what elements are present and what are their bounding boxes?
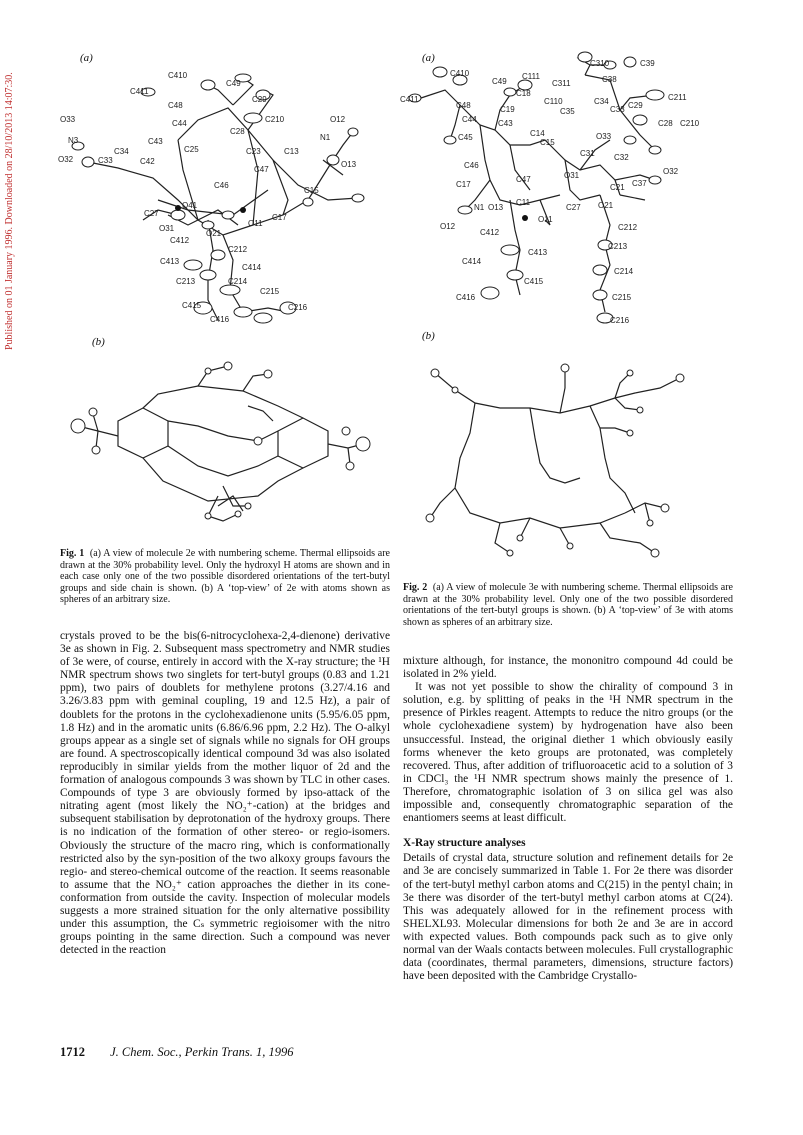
atom-label: C46: [214, 181, 229, 190]
atom-label: C49: [226, 79, 241, 88]
atom-label: C11: [516, 198, 531, 207]
atom-label: C37: [632, 179, 647, 188]
figure-2a-drawing: [400, 50, 730, 330]
atom-label: O31: [564, 171, 580, 180]
atom-label: C211: [668, 93, 687, 102]
atom-label: C216: [288, 303, 308, 312]
body-paragraph: Details of crystal data, structure solution and refinement details for 2e and 3e are concisely summarized in Table 1. For 2e there was disorder of the tert-butyl methyl carbon atoms and C(215) in the pentyl chain; in 3e there was disorder of the tert-butyl methyl carbon atoms at C(24). This was adequately allowed for in the refinement process with SHELXL93. Molecular dimensions for both 2e and 3e are in accord with expected values. Both compounds pack such as to give only normal van der Waals contacts between molecules. Full crystallographic data (coordinates, thermal parameters, dimensions, structure factors) have been deposited with the Cambridge Crystallo-: [403, 852, 733, 983]
atom-label: O32: [663, 167, 679, 176]
atom-label: C410: [450, 69, 470, 78]
atom-label: O11: [538, 215, 553, 224]
atom-label: C15: [304, 186, 319, 195]
atom-label: C43: [148, 137, 163, 146]
figure-1a: [58, 50, 388, 330]
atom-label: C42: [140, 157, 155, 166]
figure-2b-label: (b): [422, 330, 435, 342]
atom-label: C17: [456, 180, 471, 189]
atom-label: C212: [228, 245, 248, 254]
atom-label: C216: [610, 316, 630, 325]
atom-label: C34: [594, 97, 609, 106]
atom-label: O21: [206, 229, 222, 238]
figure-1a-label: (a): [80, 52, 93, 64]
atom-label: C33: [610, 105, 625, 114]
atom-label: C413: [160, 257, 180, 266]
atom-label: C29: [628, 101, 643, 110]
atom-label: C210: [680, 119, 700, 128]
journal-citation: J. Chem. Soc., Perkin Trans. 1, 1996: [110, 1045, 294, 1059]
atom-label: C29: [252, 95, 267, 104]
atom-label: C31: [580, 149, 595, 158]
atom-label: C27: [566, 203, 581, 212]
atom-label: C44: [462, 115, 477, 124]
atom-label: C28: [230, 127, 245, 136]
atom-label: C215: [260, 287, 280, 296]
atom-label: C17: [272, 213, 287, 222]
atom-label: C412: [480, 228, 500, 237]
atom-label: C15: [540, 138, 555, 147]
figure-2b-drawing: [400, 328, 730, 583]
download-notice: Published on 01 January 1996. Downloaded on 28/10/2013 14:07:30.: [4, 72, 15, 350]
atom-label: C410: [168, 71, 188, 80]
atom-label: N3: [68, 136, 79, 145]
atom-label: C47: [254, 165, 269, 174]
atom-label: C411: [400, 95, 419, 104]
atom-label: O33: [596, 132, 612, 141]
atom-label: C215: [612, 293, 632, 302]
atom-label: C210: [265, 115, 285, 124]
atom-label: C35: [560, 107, 575, 116]
atom-label: C33: [98, 156, 113, 165]
atom-label: O11: [248, 219, 263, 228]
atom-label: C416: [210, 315, 230, 324]
atom-label: C39: [640, 59, 655, 68]
figure-2-caption: [403, 582, 733, 628]
page-footer: [60, 1045, 293, 1060]
atom-label: C414: [462, 257, 482, 266]
atom-label: O13: [488, 203, 504, 212]
atom-label: C412: [170, 236, 190, 245]
atom-label: C46: [464, 161, 479, 170]
atom-label: C34: [114, 147, 129, 156]
atom-label: C43: [498, 119, 513, 128]
atom-label: O12: [440, 222, 456, 231]
figure-1b: [58, 336, 388, 546]
atom-label: C415: [182, 301, 202, 310]
figure-2a: [400, 50, 730, 330]
figure-2a-label: (a): [422, 52, 435, 64]
right-column: [403, 655, 733, 983]
figure-1b-label: (b): [92, 336, 105, 348]
atom-label: O21: [598, 201, 614, 210]
atom-label: O41: [182, 201, 198, 210]
page-number: 1712: [60, 1045, 85, 1059]
atom-label: C32: [614, 153, 629, 162]
atom-label: C38: [602, 75, 617, 84]
caption-text: (a) A view of molecule 3e with numbering scheme. Thermal ellipsoids are drawn at the 30% probability level. Only one of the two possible disordered orientations of the tert-butyl groups is shown. (b) A ‘top-view’ of 3e with atoms shown as spheres of an arbitrary size.: [403, 582, 733, 628]
atom-label: C110: [544, 97, 563, 106]
atom-label: C19: [500, 105, 515, 114]
body-paragraph: It was not yet possible to show the chirality of compound 3 in solution, e.g. by splitting of peaks in the ¹H NMR spectrum in the presence of Pirkles reagent. Attempts to reduce the nitro groups (or the whole cyclohexadiene system) by hydrogenation have also been unsuccessful. Instead, the original diether 1 which obviously easily forms whenever the keto groups are protonated, was completely recovered. Thus, after addition of trifluoroacetic acid to a solution of 3 in CDCl₃ the ¹H NMR spectrum shows mainly the presence of 1. Therefore, chromatographic isolation of 3 on silica gel was also impossible and, consequently chromatographic separation of the enantiomers seems at least difficult.: [403, 681, 733, 825]
atom-label: C25: [184, 145, 199, 154]
atom-label: C47: [516, 175, 531, 184]
atom-label: C48: [456, 101, 471, 110]
atom-label: O32: [58, 155, 74, 164]
figure-1b-drawing: [58, 336, 388, 546]
atom-label: C214: [228, 277, 248, 286]
atom-label: N1: [474, 203, 485, 212]
atom-label: C23: [246, 147, 261, 156]
atom-label: C14: [530, 129, 545, 138]
atom-label: C311: [552, 79, 571, 88]
caption-label: Fig. 1: [60, 548, 85, 559]
atom-label: C310: [590, 59, 610, 68]
atom-label: C18: [516, 89, 531, 98]
atom-label: C214: [614, 267, 634, 276]
atom-label: C411: [130, 87, 149, 96]
atom-label: C44: [172, 119, 187, 128]
figure-1-caption: [60, 548, 390, 606]
atom-label: C413: [528, 248, 548, 257]
atom-label: C28: [658, 119, 673, 128]
atom-label: C213: [176, 277, 196, 286]
atom-label: C27: [144, 209, 159, 218]
atom-label: C48: [168, 101, 183, 110]
atom-label: C45: [458, 133, 473, 142]
atom-label: O13: [341, 160, 357, 169]
atom-label: C212: [618, 223, 638, 232]
atom-label: C13: [284, 147, 299, 156]
atom-label: C213: [608, 242, 628, 251]
section-heading: X-Ray structure analyses: [403, 837, 526, 850]
atom-label: O12: [330, 115, 346, 124]
left-column: [60, 630, 390, 957]
figure-2b: [400, 328, 730, 583]
caption-text: (a) A view of molecule 2e with numbering scheme. Thermal ellipsoids are drawn at the 30% probability level. Only the hydroxyl H atoms are shown and in each case only one of the two possible disordered orientations of the tert-butyl groups and side chain is shown. (b) A ‘top-view’ of 2e with atoms shown as spheres of an arbitrary size.: [60, 548, 390, 605]
body-paragraph: mixture although, for instance, the mononitro compound 4d could be isolated in 2% yield.: [403, 655, 733, 681]
figure-1a-drawing: [58, 50, 388, 330]
caption-label: Fig. 2: [403, 582, 428, 593]
atom-label: O31: [159, 224, 175, 233]
atom-label: C416: [456, 293, 476, 302]
atom-label: C415: [524, 277, 544, 286]
atom-label: N1: [320, 133, 331, 142]
atom-label: O33: [60, 115, 76, 124]
body-paragraph: crystals proved to be the bis(6-nitrocyclohexa-2,4-dienone) derivative 3e as shown in Fig. 2. Subsequent mass spectrometry and NMR studies of 3e were, of course, entirely in accord with the X-ray structure; the ¹H NMR spectrum shows two singlets for tert-butyl groups (0.83 and 1.21 ppm), two pairs of doublets for methylene protons (3.27/4.16 and 3.26/3.83 ppm with geminal coupling, 19 and 12.5 Hz), a pair of doublets for the protons in the cyclohexadienone units (5.95/6.05 ppm, 1.8 Hz) and in the aromatic units (6.86/6.96 ppm, 2.2 Hz). The O-alkyl groups appear as a single set of signals while no signals for OH groups are found. A spectroscopically identical compound 3d was also isolated reproducibly in similar yields from the mother liquor of 2d and the formation of analogous compounds 3 was shown by TLC in other cases. Compounds of type 3 are obviously formed by ipso-attack of the nitrating agent (most likely the NO₂⁺-cation) at the bridges and subsequent stabilisation by deprotonation of the hydroxy groups. There is no indication of the formation of other stereo- or regio-isomers. Obviously the structure of the macro ring, which is conformationally restricted also by the syn-position of the two alkoxy groups favours the regio- and stereo-chemical outcome of the reaction. It seems reasonable to assume that the NO₂⁺ cation approaches the diether in its cone-conformation from outside the cavity. Inspection of molecular models suggests a more strained situation for the only alternative possibility under this assumption, the Cₛ symmetric regioisomer with the nitro groups pointing in the same direction. Such a compound was never detected in the reaction: [60, 630, 390, 957]
atom-label: C111: [522, 72, 540, 81]
atom-label: C414: [242, 263, 262, 272]
atom-label: C49: [492, 77, 507, 86]
atom-label: C21: [610, 183, 625, 192]
